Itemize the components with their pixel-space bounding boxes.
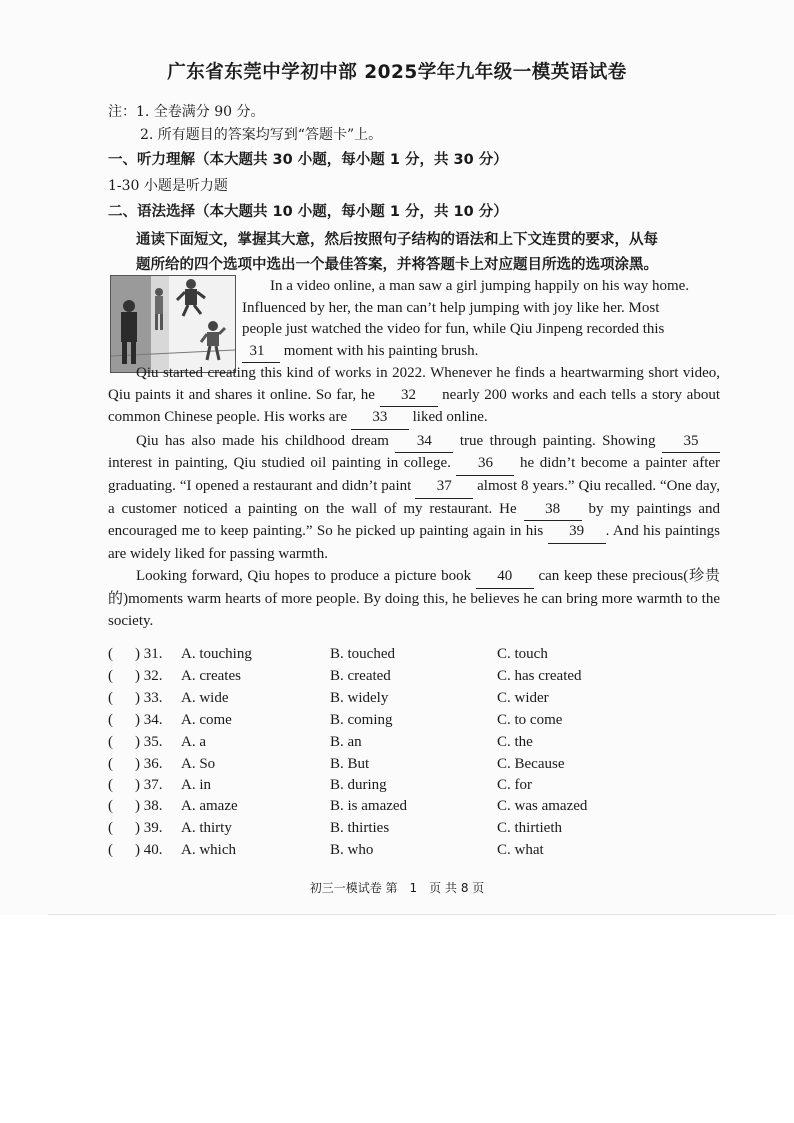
- answer-paren[interactable]: (: [108, 690, 113, 706]
- option-c: C. touch: [497, 646, 548, 662]
- page-footer: 初三一模试卷 第 1 页 共 8 页: [309, 881, 485, 895]
- option-c: C. Because: [497, 756, 565, 772]
- question-number: ) 39.: [135, 820, 163, 836]
- p2-text-a: Qiu started creating this kind of works in 2022. Whenever he finds a heartwarming short video, Qiu paints it and shares it online. So far, he: [108, 365, 720, 403]
- option-c: C. the: [497, 734, 533, 750]
- p1-line-d-text: moment with his painting brush.: [283, 342, 479, 359]
- passage-paragraph-4: [108, 566, 720, 632]
- passage-paragraph-2: [108, 363, 720, 430]
- option-a: A. touching: [181, 646, 252, 662]
- p2-text-b: nearly 200 works and each tells a story about common Chinese people. His works are: [108, 386, 720, 426]
- note-item-1: 1. 全卷满分 90 分。: [136, 104, 265, 120]
- option-a: A. in: [181, 777, 211, 793]
- answer-paren[interactable]: (: [108, 798, 113, 814]
- option-c: C. what: [497, 842, 544, 858]
- p1-line-b: Influenced by her, the man can’t help jumping with joy like her. Most: [242, 299, 660, 316]
- p1-line-c: people just watched the video for fun, while Qiu Jinpeng recorded this: [242, 321, 665, 338]
- answer-paren[interactable]: (: [108, 668, 113, 684]
- option-c: C. thirtieth: [497, 820, 562, 836]
- p1-line-d: [242, 341, 720, 364]
- answer-paren[interactable]: (: [108, 777, 113, 793]
- notes-label: 注：: [108, 104, 136, 120]
- option-b: B. touched: [330, 646, 395, 662]
- section2-instruction-2: 题所给的四个选项中选出一个最佳答案，并将答题卡上对应题目所选的选项涂黑。: [136, 257, 658, 273]
- p3-text-d: he didn’t become a painter after graduating. “I opened a restaurant and didn’t paint: [108, 455, 721, 494]
- p4-text-a: Looking forward, Qiu hopes to produce a picture book: [136, 568, 472, 585]
- option-a: A. wide: [181, 690, 229, 706]
- question-number: ) 38.: [135, 798, 163, 814]
- page-divider: [48, 914, 776, 915]
- option-a: A. amaze: [181, 798, 238, 814]
- question-number: ) 33.: [135, 690, 163, 706]
- question-number: ) 40.: [135, 842, 163, 858]
- option-c: C. wider: [497, 690, 549, 706]
- exam-title: 广东省东莞中学初中部 2025学年九年级一模英语试卷: [167, 62, 627, 83]
- section1-heading: 一、听力理解（本大题共 30 小题，每小题 1 分，共 30 分）: [108, 152, 508, 168]
- question-number: ) 37.: [135, 777, 163, 793]
- p2-text-c: liked online.: [412, 409, 488, 426]
- answer-paren[interactable]: (: [108, 842, 113, 858]
- p1-line-a: In a video online, a man saw a girl jumping happily on his way home.: [270, 278, 690, 294]
- blank-35: 35: [662, 431, 720, 454]
- passage-body: [108, 363, 720, 632]
- option-a: A. a: [181, 734, 206, 750]
- question-number: ) 34.: [135, 712, 163, 728]
- p3-text-c: interest in painting, Qiu studied oil painting in college.: [108, 455, 451, 472]
- question-number: ) 32.: [135, 668, 163, 684]
- option-a: A. So: [181, 756, 216, 772]
- blank-33: 33: [351, 407, 409, 430]
- blank-36: 36: [456, 453, 514, 476]
- blank-38: 38: [524, 499, 582, 522]
- p3-text-g: . And his paintings are widely liked for passing warmth.: [108, 523, 720, 562]
- section2-heading: 二、语法选择（本大题共 10 小题，每小题 1 分，共 10 分）: [108, 204, 508, 220]
- option-b: B. who: [330, 842, 374, 858]
- section2-instruction-1: 通读下面短文，掌握其大意，然后按照句子结构的语法和上下文连贯的要求，从每: [136, 232, 658, 248]
- question-number: ) 36.: [135, 756, 163, 772]
- passage-paragraph-3: [108, 431, 720, 566]
- answer-paren[interactable]: (: [108, 820, 113, 836]
- option-b: B. an: [330, 734, 362, 750]
- question-number: ) 35.: [135, 734, 163, 750]
- option-c: C. has created: [497, 668, 582, 684]
- blank-32: 32: [380, 385, 438, 408]
- blank-34: 34: [395, 431, 453, 454]
- option-a: A. thirty: [181, 820, 232, 836]
- answer-paren[interactable]: (: [108, 646, 113, 662]
- p3-text-f: by my paintings and encouraged me to keep painting.” So he picked up painting again in his: [108, 500, 720, 540]
- blank-31: 31: [242, 341, 280, 364]
- p3-text-b: true through painting. Showing: [459, 432, 656, 449]
- p4-text-b: can keep these precious(珍贵的)moments warm hearts of more people. By doing this, he believes he can bring more warmth to the society.: [108, 568, 721, 629]
- passage-photo: [110, 275, 236, 373]
- option-b: B. But: [330, 756, 370, 772]
- note-item-2: 2. 所有题目的答案均写到“答题卡”上。: [140, 127, 383, 143]
- option-b: B. created: [330, 668, 391, 684]
- answer-paren[interactable]: (: [108, 712, 113, 728]
- p3-text-e: almost 8 years.” Qiu recalled. “One day, a customer noticed a painting on the wall of my restaurant. He: [108, 477, 720, 517]
- option-b: B. coming: [330, 712, 393, 728]
- blank-39: 39: [548, 521, 606, 544]
- option-c: C. was amazed: [497, 798, 588, 814]
- option-a: A. creates: [181, 668, 241, 684]
- option-a: A. which: [181, 842, 236, 858]
- blank-40: 40: [476, 566, 534, 589]
- option-b: B. during: [330, 777, 387, 793]
- option-c: C. to come: [497, 712, 563, 728]
- section1-note: 1-30 小题是听力题: [108, 178, 228, 194]
- option-b: B. thirties: [330, 820, 390, 836]
- blank-37: 37: [415, 476, 473, 499]
- answer-paren[interactable]: (: [108, 756, 113, 772]
- passage-paragraph-1: [242, 276, 720, 363]
- option-a: A. come: [181, 712, 232, 728]
- option-b: B. widely: [330, 690, 389, 706]
- option-b: B. is amazed: [330, 798, 408, 814]
- notes-line-1: [108, 101, 265, 121]
- option-c: C. for: [497, 777, 532, 793]
- p3-text-a: Qiu has also made his childhood dream: [136, 432, 389, 449]
- answer-paren[interactable]: (: [108, 734, 113, 750]
- question-number: ) 31.: [135, 646, 163, 662]
